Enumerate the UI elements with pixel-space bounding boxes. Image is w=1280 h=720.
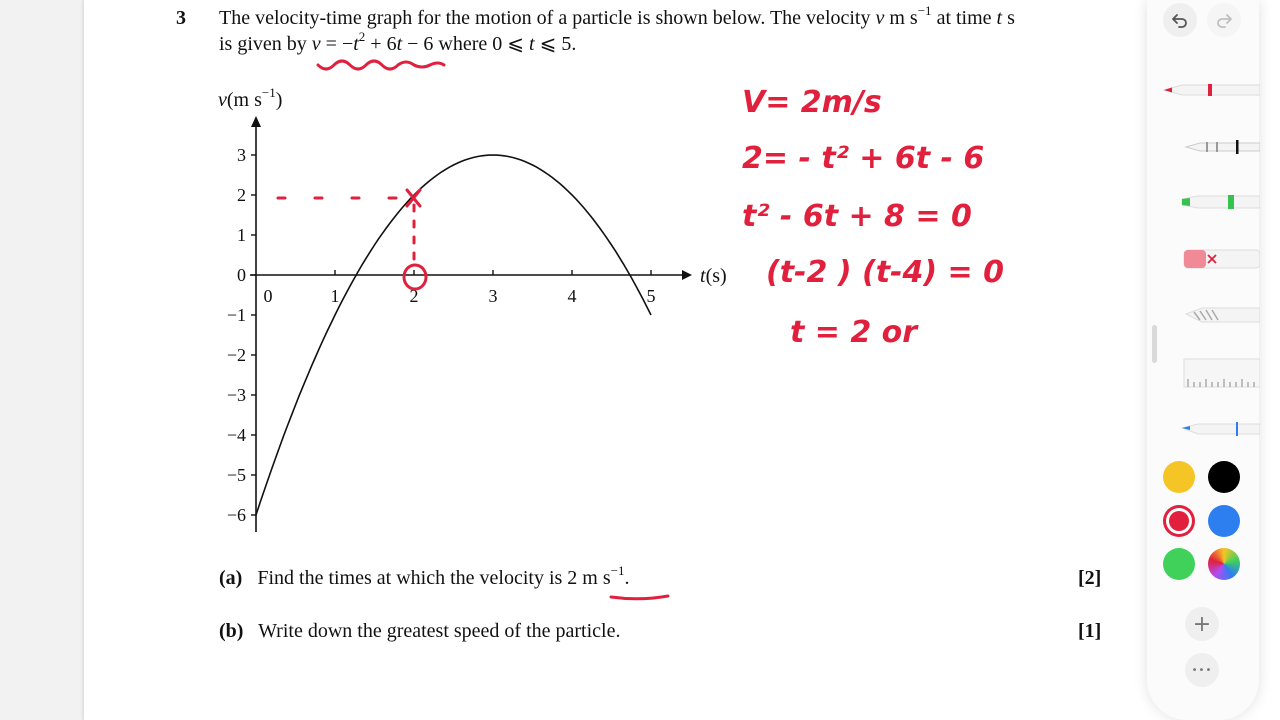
y-tick-label: −3 (226, 385, 246, 405)
question-text-line2: is given by $v = -t^2 + 6t - 6$ where 0 ⩽ t ⩽ 5. (219, 29, 577, 55)
y-tick-label: −1 (226, 305, 246, 325)
annotation-line2: 2= - t² + 6t - 6 (742, 141, 985, 176)
color-swatch-red-selected[interactable] (1163, 505, 1195, 537)
x-tick-label: 4 (567, 286, 577, 306)
pencil-tool-blue[interactable] (1158, 412, 1260, 442)
more-options-button[interactable]: ••• (1185, 653, 1219, 687)
ruler-tool[interactable] (1158, 357, 1260, 389)
x-tick-label: 5 (646, 286, 656, 306)
marker-tool-black[interactable] (1158, 132, 1260, 162)
x-tick-label: 1 (330, 286, 340, 306)
part-a-underline-annotation (611, 596, 668, 599)
question-number: 3 (176, 7, 186, 29)
color-swatch-green[interactable] (1163, 548, 1195, 580)
y-tick-label: −4 (226, 425, 246, 445)
eraser-tool[interactable] (1158, 244, 1260, 274)
selected-color-dot (1169, 511, 1189, 531)
color-swatch-yellow[interactable] (1163, 461, 1195, 493)
redo-icon (1215, 11, 1233, 29)
undo-button[interactable] (1163, 3, 1197, 37)
annotation-line3: t² - 6t + 8 = 0 (742, 199, 972, 234)
annotation-line1: V= 2m/s (742, 85, 882, 120)
formula-underline-annotation (318, 61, 444, 69)
part-a: (a) Find the times at which the velocity is 2 m $s^{-1}$. (219, 563, 630, 589)
x-axis-arrow (682, 270, 692, 280)
undo-icon (1171, 11, 1189, 29)
y-tick-label: −2 (226, 345, 246, 365)
question-text-line1: The velocity-time graph for the motion of a particle is shown below. The velocity v m $s^{-1}$ at time t s (219, 3, 1015, 29)
y-tick-label: −5 (226, 465, 246, 485)
color-swatch-blue[interactable] (1208, 505, 1240, 537)
redo-button[interactable] (1207, 3, 1241, 37)
y-axis-arrow (251, 116, 261, 127)
y-axis-title: v(m $s^{-1}$) (218, 85, 283, 111)
part-b: (b) Write down the greatest speed of the particle. (219, 620, 621, 642)
x-axis-title: t(s) (700, 265, 727, 287)
annotation-line4: (t-2 ) (t-4) = 0 (766, 255, 1004, 290)
color-wheel-picker[interactable] (1208, 548, 1240, 580)
highlighter-tool-green[interactable] (1158, 187, 1260, 217)
y-tick-label: −6 (226, 505, 246, 525)
pen-tool-red[interactable] (1158, 75, 1260, 105)
y-tick-label: 1 (237, 225, 246, 245)
velocity-curve (256, 155, 651, 515)
y-tick-label: 2 (237, 185, 246, 205)
color-swatch-black[interactable] (1208, 461, 1240, 493)
x-tick-label: 3 (488, 286, 498, 306)
x-tick-label: 2 (409, 286, 419, 306)
x-tick-label: 0 (263, 286, 273, 306)
part-b-marks: [1] (1078, 620, 1102, 642)
y-tick-label: 3 (237, 145, 246, 165)
lasso-tool[interactable] (1158, 300, 1260, 330)
add-tool-button[interactable]: + (1185, 607, 1219, 641)
toolbar-resize-handle[interactable] (1152, 325, 1157, 363)
y-tick-label: 0 (237, 265, 246, 285)
annotation-line5: t = 2 or (790, 315, 918, 350)
part-a-marks: [2] (1078, 567, 1102, 589)
